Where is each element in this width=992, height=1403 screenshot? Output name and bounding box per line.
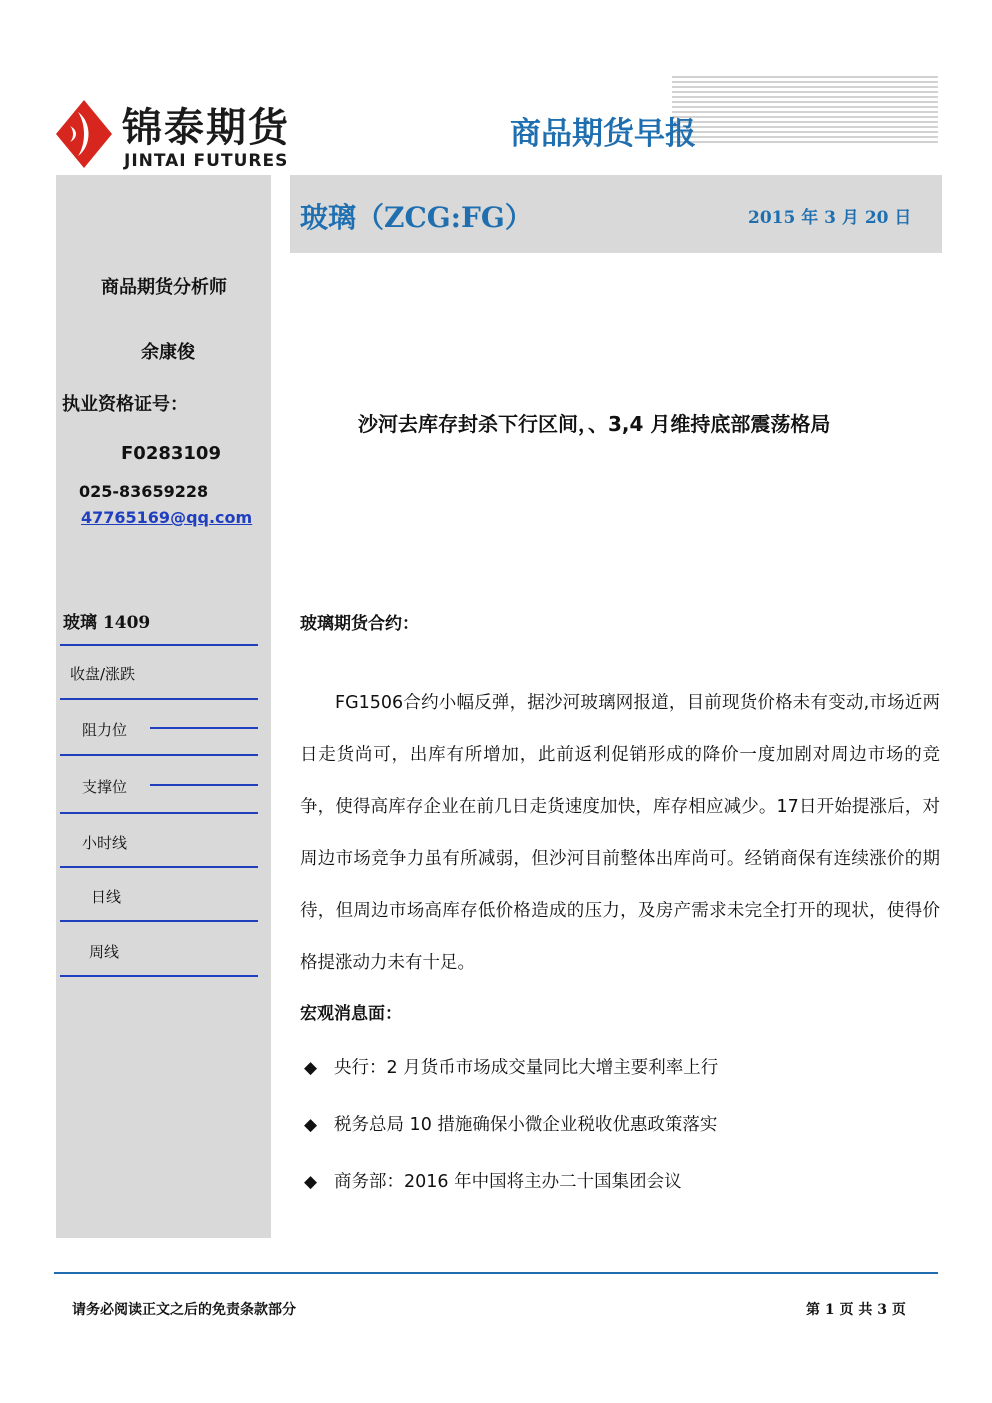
headline: 沙河去库存封杀下行区间，、3,4 月维持底部震荡格局 bbox=[358, 412, 831, 436]
diamond-bullet-icon: ◆ bbox=[304, 1115, 318, 1135]
report-title: 商品期货早报 bbox=[510, 116, 696, 152]
license-label: 执业资格证号： bbox=[62, 394, 188, 415]
analysis-paragraph: FG1506合约小幅反弹，据沙河玻璃网报道，目前现货价格未有变动,市场近两日走货尚可，出库有所增加，此前返利促销形成的降价一度加剧对周边市场的竞争，使得高库存企业在前几日走货速度加快，库存相应减少。17日开始提涨后，对周边市场竞争力虽有所减弱，但沙河目前整体出库尚可。经销商保有连续涨价的期待，但周边市场高库存低价格造成的压力，及房产需求未完全打开的现状，使得价格提涨动力未有十足。 bbox=[300, 693, 940, 973]
divider-line bbox=[60, 975, 258, 977]
license-number: F0283109 bbox=[121, 443, 221, 464]
divider-line bbox=[60, 920, 258, 922]
jintai-logo-icon bbox=[56, 100, 112, 168]
report-date: 2015 年 3 月 20 日 bbox=[748, 208, 912, 228]
divider-line bbox=[60, 644, 258, 646]
value-line bbox=[150, 784, 258, 786]
contract-label: 玻璃 1409 bbox=[63, 613, 151, 633]
divider-line bbox=[60, 698, 258, 700]
sidebar-row-hourly: 小时线 bbox=[82, 834, 128, 852]
news-item bbox=[304, 1054, 718, 1079]
footer-divider bbox=[54, 1272, 938, 1274]
phone-number: 025-83659228 bbox=[79, 482, 209, 501]
sidebar-row-weekly: 周线 bbox=[89, 943, 120, 961]
news-item bbox=[304, 1168, 682, 1193]
analyst-name: 余康俊 bbox=[141, 342, 195, 363]
sidebar-row-support: 支撑位 bbox=[82, 778, 128, 796]
section-title-contract: 玻璃期货合约： bbox=[300, 614, 419, 634]
section-title-macro: 宏观消息面： bbox=[300, 1004, 402, 1024]
product-title: 玻璃（ZCG:FG） bbox=[300, 201, 533, 234]
email-link[interactable]: 47765169@qq.com bbox=[81, 508, 253, 527]
news-text: 商务部：2016 年中国将主办二十国集团会议 bbox=[334, 1172, 682, 1192]
divider-line bbox=[60, 812, 258, 814]
sidebar-row-resistance: 阻力位 bbox=[82, 721, 128, 739]
news-item bbox=[304, 1111, 717, 1136]
sidebar-row-daily: 日线 bbox=[91, 888, 122, 906]
header-stripe-banner bbox=[672, 76, 938, 146]
diamond-bullet-icon: ◆ bbox=[304, 1058, 318, 1078]
analyst-heading: 商品期货分析师 bbox=[101, 277, 227, 298]
logo-chinese-name: 锦泰期货 bbox=[122, 105, 290, 151]
value-line bbox=[150, 727, 258, 729]
page-number: 第 1 页 共 3 页 bbox=[806, 1302, 906, 1318]
sidebar-panel bbox=[56, 175, 271, 1238]
footer-disclaimer: 请务必阅读正文之后的免责条款部分 bbox=[72, 1302, 296, 1318]
logo-english-name: JINTAI FUTURES bbox=[124, 151, 289, 171]
divider-line bbox=[60, 754, 258, 756]
diamond-bullet-icon: ◆ bbox=[304, 1172, 318, 1192]
divider-line bbox=[60, 866, 258, 868]
news-text: 央行：2 月货币市场成交量同比大增主要利率上行 bbox=[334, 1058, 719, 1078]
news-text: 税务总局 10 措施确保小微企业税收优惠政策落实 bbox=[334, 1115, 718, 1135]
sidebar-row-close-change: 收盘/涨跌 bbox=[70, 665, 136, 683]
